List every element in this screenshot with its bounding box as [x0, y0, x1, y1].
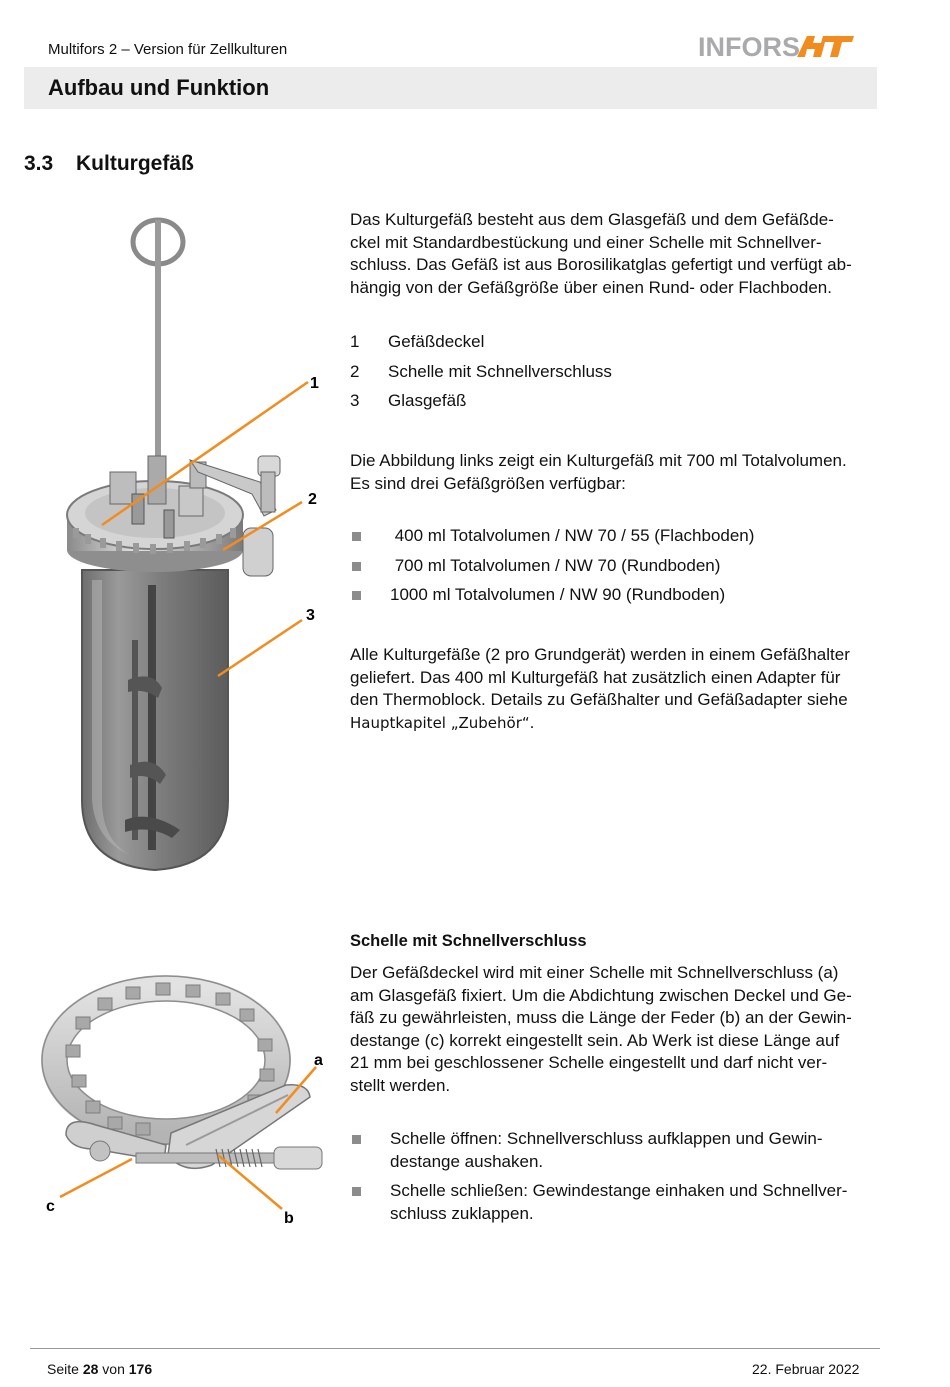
holder-line: den Thermoblock. Details zu Gefäßhalter und Gefäßadapter siehe	[350, 690, 848, 710]
holder-line: geliefert. Das 400 ml Kulturgefäß hat zusätzlich einen Adapter für	[350, 667, 841, 687]
intro-line: ckel mit Standardbestückung und einer Schelle mit Schnellver-	[350, 232, 822, 252]
legend-label: Gefäßdeckel	[388, 332, 485, 351]
clamp-line: stellt werden.	[350, 1075, 451, 1095]
bullet-square-icon	[352, 591, 361, 600]
step-line: destange aushaken.	[390, 1151, 544, 1171]
clamp-line: Der Gefäßdeckel wird mit einer Schelle mit Schnellverschluss (a)	[350, 963, 839, 982]
clamp-steps-list	[350, 1128, 870, 1225]
callout-b: b	[284, 1210, 294, 1227]
callout-a: a	[314, 1052, 323, 1069]
legend-number: 3	[350, 391, 360, 410]
size-item	[350, 584, 870, 614]
holder-end: .	[529, 712, 535, 732]
section-number: 3.3	[24, 152, 54, 175]
size-text: 1000 ml Totalvolumen / NW 90 (Rundboden)	[390, 585, 726, 604]
sizes-intro	[350, 450, 878, 495]
legend-list	[350, 332, 870, 421]
vessel-sizes-list	[350, 525, 870, 614]
size-text: 700 ml Totalvolumen / NW 70 (Rundboden)	[390, 555, 721, 575]
legend-label: Glasgefäß	[388, 391, 467, 410]
size-item	[350, 555, 870, 585]
page-mid: von	[98, 1361, 129, 1377]
clamp-line: fäß zu gewährleisten, muss die Länge der Feder (b) an der Gewin-	[350, 1008, 852, 1028]
legend-number: 1	[350, 332, 360, 351]
clamp-line: destange (c) korrekt eingestellt sein. Ab Werk ist diese Länge auf	[350, 1030, 840, 1050]
bullet-square-icon	[352, 562, 361, 571]
clamp-heading: Schelle mit Schnellverschluss	[350, 932, 587, 950]
page-current: 28	[82, 1361, 99, 1377]
sizes-intro-line: Es sind drei Gefäßgrößen verfügbar:	[350, 473, 626, 493]
culture-vessel-illustration	[40, 210, 340, 890]
clamp-step	[350, 1180, 870, 1225]
legend-item	[350, 362, 870, 392]
intro-paragraph	[350, 209, 878, 299]
bullet-square-icon	[352, 1187, 361, 1196]
clamp-line: am Glasgefäß fixiert. Um die Abdichtung zwischen Deckel und Ge-	[350, 985, 852, 1005]
callout-3: 3	[306, 607, 315, 624]
holder-line-last	[350, 712, 878, 735]
legend-label: Schelle mit Schnellverschluss	[388, 361, 612, 381]
intro-line: hängig von der Gefäßgröße über einen Rund- oder Flachboden.	[350, 277, 832, 297]
intro-line: schluss. Das Gefäß ist aus Borosilikatglas gefertigt und verfügt ab-	[350, 255, 852, 275]
footer-date: 22. Februar 2022	[752, 1361, 860, 1377]
bullet-square-icon	[352, 532, 361, 541]
holder-paragraph	[350, 644, 878, 734]
footer-rule	[30, 1348, 880, 1349]
step-line: Schelle öffnen: Schnellverschluss aufklappen und Gewin-	[390, 1129, 823, 1148]
accessories-chapter-link[interactable]: Hauptkapitel „Zubehör“	[350, 713, 530, 732]
clamp-paragraph	[350, 962, 878, 1098]
bullet-square-icon	[352, 1135, 361, 1144]
chapter-title: Aufbau und Funktion	[48, 75, 270, 100]
holder-line: Alle Kulturgefäße (2 pro Grundgerät) werden in einem Gefäßhalter	[350, 645, 850, 664]
intro-line: Das Kulturgefäß besteht aus dem Glasgefäß und dem Gefäßde-	[350, 210, 834, 229]
logo-ht-mark	[797, 36, 854, 57]
callout-2: 2	[308, 491, 317, 508]
infors-logo	[698, 30, 858, 62]
callout-1: 1	[310, 375, 319, 392]
clamp-illustration	[36, 965, 336, 1235]
size-item	[350, 525, 870, 555]
clamp-step	[350, 1128, 870, 1173]
page-total: 176	[128, 1361, 153, 1377]
sizes-intro-line: Die Abbildung links zeigt ein Kulturgefäß mit 700 ml Totalvolumen.	[350, 451, 847, 470]
step-line: Schelle schließen: Gewindestange einhaken und Schnellver-	[390, 1181, 848, 1201]
clamp-line: 21 mm bei geschlossener Schelle eingestellt und darf nicht ver-	[350, 1053, 828, 1073]
page-prefix: Seite	[47, 1361, 83, 1377]
legend-item	[350, 332, 870, 362]
callout-c: c	[46, 1198, 55, 1215]
size-text: 400 ml Totalvolumen / NW 70 / 55 (Flachboden)	[390, 526, 755, 545]
step-line: schluss zuklappen.	[390, 1203, 534, 1223]
page-number	[47, 1361, 152, 1377]
legend-item	[350, 391, 870, 421]
section-heading	[24, 152, 194, 176]
section-title: Kulturgefäß	[76, 152, 194, 175]
legend-number: 2	[350, 361, 360, 381]
document-title: Multifors 2 – Version für Zellkulturen	[48, 41, 288, 58]
logo-wordmark: INFORS	[698, 32, 801, 62]
